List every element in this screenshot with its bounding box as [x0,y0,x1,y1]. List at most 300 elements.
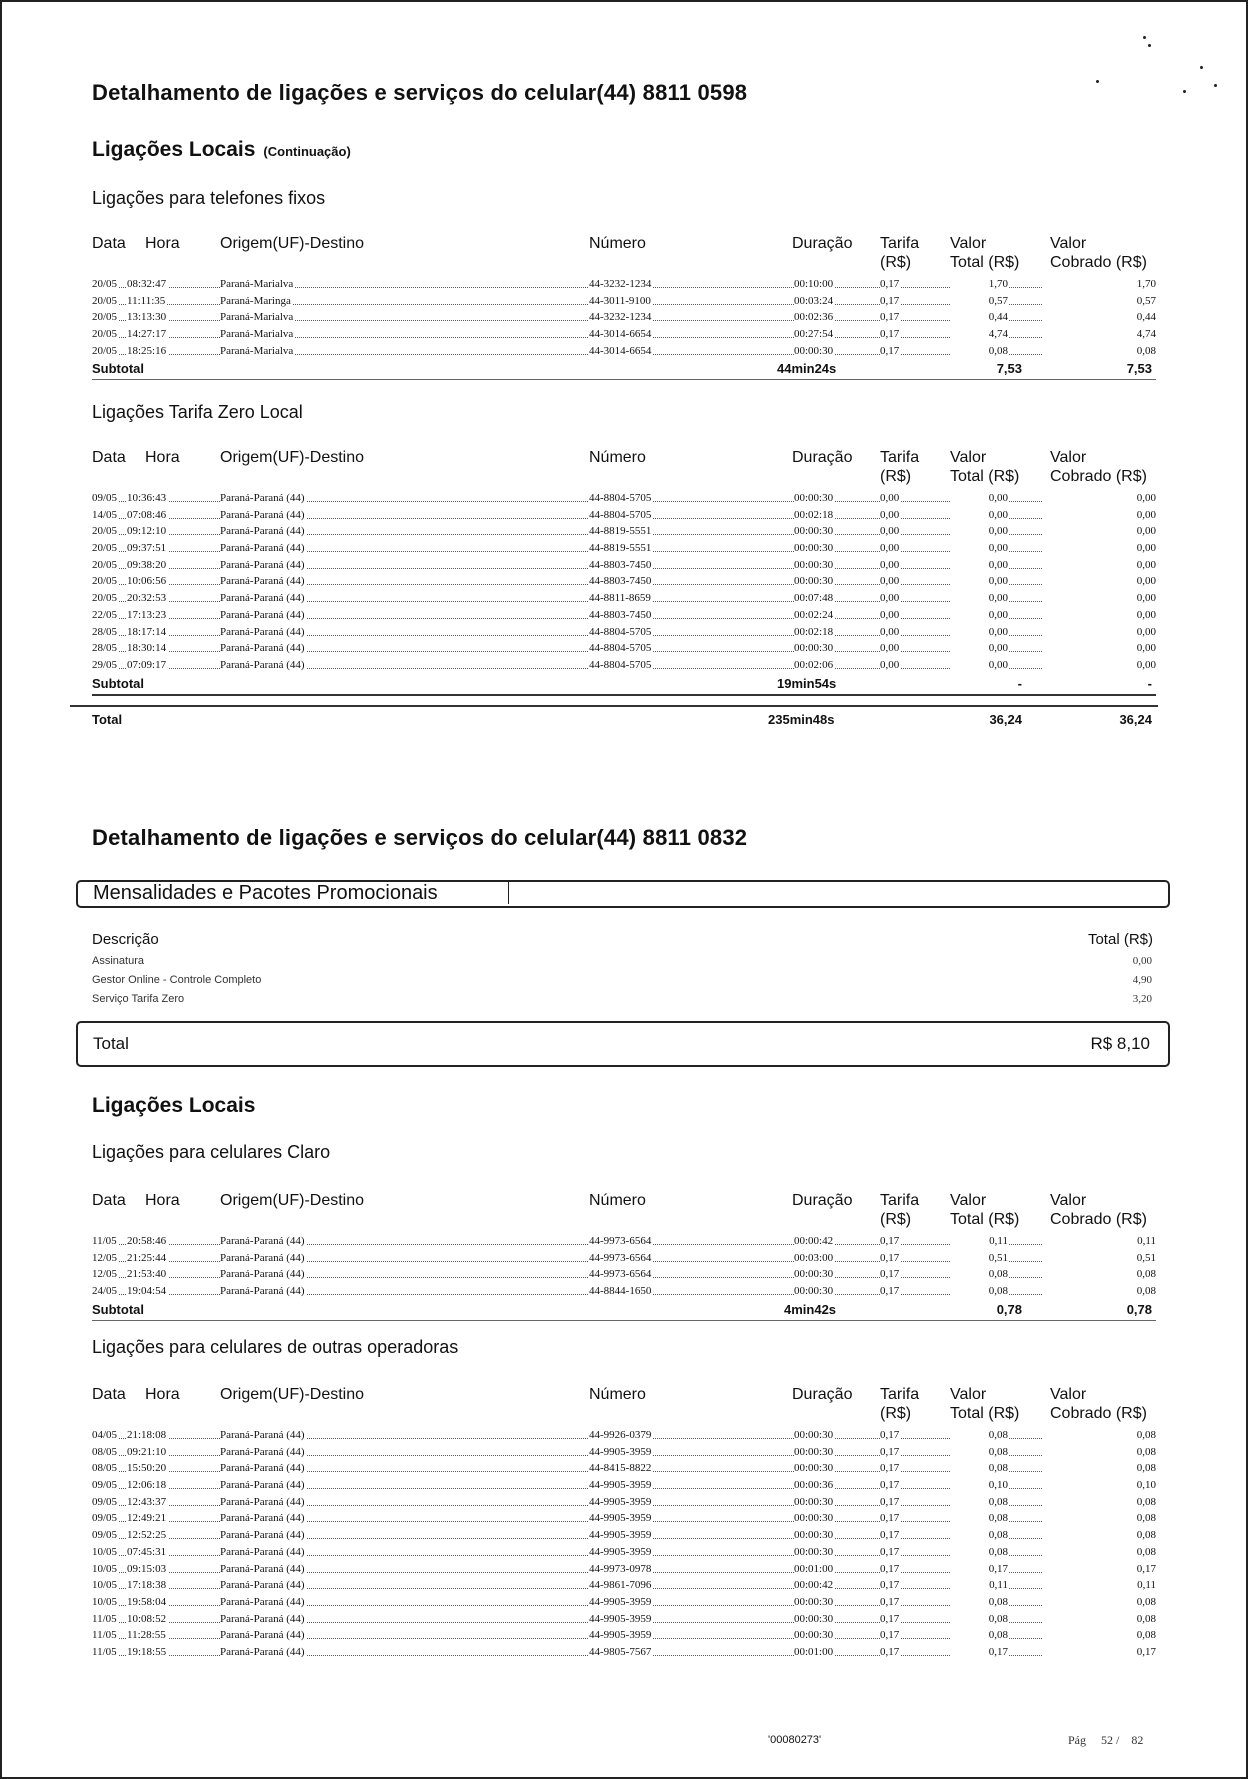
account-title-2: Detalhamento de ligações e serviços do celular(44) 8811 0832 [92,825,748,850]
cell-duracao: 00:00:36 [794,1479,834,1492]
mensalidades-header-box [76,880,1170,908]
cell-numero: 44-8811-8659 [589,592,651,605]
subtotal-label: Subtotal [92,1301,144,1317]
cell-valor-total: 0,57 [950,293,1008,309]
cell-hora: 12:43:37 [127,1495,167,1508]
cell-hora: 10:08:52 [127,1612,167,1625]
cell-tarifa: 0,17 [880,1235,900,1247]
cell-numero: 44-8803-7450 [589,558,652,571]
cell-numero: 44-9973-0978 [589,1562,652,1575]
footer-page [1068,1733,1143,1748]
cell-tarifa: 0,17 [880,1645,900,1658]
cell-origem: Paraná-Paraná (44) [220,642,305,655]
cell-origem: Paraná-Paraná (44) [220,1545,305,1558]
footer-page-label: Pág [1068,1733,1086,1747]
cell-valor-cobrado: 0,11 [1042,1233,1156,1249]
cell-valor-cobrado: 0,00 [1042,540,1156,556]
table-rows [92,1233,1156,1300]
cell-tarifa: 0,17 [880,1445,900,1458]
subtotal-valor-cobrado: - [1147,675,1152,691]
cell-tarifa: 0,17 [880,1462,900,1475]
cell-valor-cobrado: 0,11 [1042,1577,1156,1593]
cell-valor-total: 0,00 [950,507,1008,523]
table-row [92,573,1156,590]
cell-origem: Paraná-Paraná (44) [220,1579,305,1592]
cell-duracao: 00:02:36 [794,311,834,324]
cell-data: 08/05 [92,1445,118,1458]
cell-hora: 17:13:23 [127,608,167,621]
col-data: Data [92,1192,126,1209]
cell-valor-cobrado: 0,00 [1042,640,1156,656]
col-valor-cobrado [1050,448,1147,486]
table-row [92,326,1156,343]
cell-valor-total: 4,74 [950,326,1008,342]
cell-tarifa: 0,00 [880,558,900,571]
cell-duracao: 00:03:24 [794,294,834,307]
col-vtotal-l2: Total (R$) [950,468,1020,485]
cell-duracao: 00:00:30 [794,1429,834,1441]
cell-valor-total: 0,44 [950,309,1008,325]
cell-hora: 19:58:04 [127,1595,167,1608]
table-row [92,1527,1156,1544]
table-row [92,1444,1156,1461]
cell-duracao: 00:00:30 [794,558,834,571]
cell-hora: 12:49:21 [127,1512,167,1525]
cell-hora: 11:11:35 [127,294,166,307]
cell-numero: 44-8844-1650 [589,1285,652,1298]
cell-valor-cobrado: 0,00 [1042,523,1156,539]
mensalidade-item-name: Gestor Online - Controle Completo [92,974,262,986]
table-row [92,1510,1156,1527]
cell-tarifa: 0,17 [880,1479,900,1492]
cell-duracao: 00:27:54 [794,328,834,341]
subtotal-valor-total: - [1017,675,1022,691]
cell-hora: 20:58:46 [127,1235,167,1247]
cell-origem: Paraná-Marialva [220,311,294,324]
table-row [92,624,1156,641]
cell-valor-cobrado: 0,44 [1042,309,1156,325]
col-tarifa [880,1385,919,1423]
cell-valor-cobrado: 0,00 [1042,573,1156,589]
col-hora: Hora [145,235,180,252]
col-vcob-l1: Valor [1050,235,1087,252]
cell-origem: Paraná-Paraná (44) [220,1429,305,1441]
total-valor-cobrado: 36,24 [1119,712,1152,727]
col-duracao: Duração [792,1386,853,1403]
col-valor-total [950,1191,1019,1229]
cell-duracao: 00:00:30 [794,1529,834,1542]
cell-hora: 09:38:20 [127,558,167,571]
cell-valor-cobrado: 0,00 [1042,507,1156,523]
col-duracao: Duração [792,1192,853,1209]
col-valor-cobrado [1050,1191,1147,1229]
col-vtotal-l1: Valor [950,1386,987,1403]
cell-valor-cobrado: 0,00 [1042,607,1156,623]
cell-origem: Paraná-Paraná (44) [220,492,305,504]
cell-valor-cobrado: 0,17 [1042,1644,1156,1660]
cell-origem: Paraná-Paraná (44) [220,575,305,588]
col-vcob-l2: Cobrado (R$) [1050,1405,1147,1422]
account-title-1: Detalhamento de ligações e serviços do celular(44) 8811 0598 [92,80,748,105]
cell-tarifa: 0,17 [880,294,900,307]
subtotal-duracao: 4min42s [784,1301,837,1317]
cell-origem: Paraná-Marialva [220,328,294,341]
cell-origem: Paraná-Paraná (44) [220,1512,305,1525]
cell-hora: 20:32:53 [127,592,167,605]
cell-hora: 08:32:47 [127,278,167,290]
table-row [92,1494,1156,1511]
table-row [92,557,1156,574]
cell-numero: 44-9905-3959 [589,1595,652,1608]
table-header [92,1385,1156,1427]
cell-data: 09/05 [92,492,118,504]
cell-hora: 12:06:18 [127,1479,167,1492]
cell-hora: 09:15:03 [127,1562,167,1575]
cell-origem: Paraná-Paraná (44) [220,542,305,555]
cell-numero: 44-8415-8822 [589,1462,652,1475]
cell-duracao: 00:00:30 [794,1545,834,1558]
cell-hora: 21:53:40 [127,1268,167,1281]
cell-valor-cobrado: 0,51 [1042,1250,1156,1266]
table-claro [92,1191,1156,1321]
cell-data: 14/05 [92,508,118,521]
table-row [92,293,1156,310]
cell-tarifa: 0,00 [880,542,900,555]
cell-tarifa: 0,00 [880,592,900,605]
table-row [92,1561,1156,1578]
table-header [92,1191,1156,1233]
total-divider [70,705,1158,707]
col-numero: Número [589,449,646,466]
col-tarifa-l2: (R$) [880,468,912,485]
cell-tarifa: 0,00 [880,608,900,621]
cell-valor-total: 0,00 [950,573,1008,589]
cell-tarifa: 0,00 [880,642,900,655]
cell-origem: Paraná-Paraná (44) [220,608,305,621]
subsection-title-fixos: Ligações para telefones fixos [92,188,326,208]
cell-valor-cobrado: 0,08 [1042,1527,1156,1543]
cell-data: 10/05 [92,1562,118,1575]
subtotal-valor-cobrado: 0,78 [1126,1301,1152,1317]
cell-valor-cobrado: 1,70 [1042,276,1156,292]
cell-tarifa: 0,17 [880,1629,900,1642]
cell-duracao: 00:01:00 [794,1645,834,1658]
cell-data: 09/05 [92,1512,118,1525]
cell-valor-cobrado: 0,08 [1042,1627,1156,1643]
cell-duracao: 00:00:30 [794,1285,834,1298]
total-duracao: 235min48s [768,712,835,727]
col-tarifa-l2: (R$) [880,1405,912,1422]
continuation-note: (Continuação) [263,144,351,159]
table-rows [92,276,1156,359]
cell-data: 20/05 [92,344,118,357]
cell-valor-cobrado: 0,08 [1042,1427,1156,1443]
table-outras [92,1385,1156,1661]
cell-duracao: 00:00:30 [794,492,834,504]
table-row [92,1627,1156,1644]
col-duracao: Duração [792,449,853,466]
cell-tarifa: 0,00 [880,575,900,588]
cell-valor-cobrado: 0,17 [1042,1561,1156,1577]
cell-origem: Paraná-Paraná (44) [220,1235,305,1247]
cell-tarifa: 0,17 [880,1612,900,1625]
cell-valor-cobrado: 0,00 [1042,657,1156,673]
descricao-label: Descrição [92,931,159,948]
table-row [92,1477,1156,1494]
table-row [92,1594,1156,1611]
cell-numero: 44-8804-5705 [589,642,652,655]
cell-tarifa: 0,00 [880,508,900,521]
cell-origem: Paraná-Paraná (44) [220,1268,305,1281]
cell-valor-total: 0,11 [950,1577,1008,1593]
table-row [92,1283,1156,1300]
cell-data: 20/05 [92,294,118,307]
cell-tarifa: 0,17 [880,1512,900,1525]
col-origem: Origem(UF)-Destino [220,1386,365,1403]
cell-tarifa: 0,17 [880,1285,900,1298]
col-data: Data [92,449,126,466]
table-row [92,343,1156,360]
cell-valor-total: 0,00 [950,590,1008,606]
cell-numero: 44-9973-6564 [589,1251,652,1264]
cell-valor-cobrado: 4,74 [1042,326,1156,342]
col-valor-total [950,1385,1019,1423]
cell-data: 10/05 [92,1545,118,1558]
table-row [92,1427,1156,1444]
cell-numero: 44-8804-5705 [589,492,652,504]
cell-origem: Paraná-Paraná (44) [220,1629,305,1642]
table-row [92,490,1156,507]
cell-valor-total: 0,00 [950,540,1008,556]
table-header [92,234,1156,276]
cell-hora: 10:36:43 [127,492,167,504]
cell-tarifa: 0,17 [880,1545,900,1558]
cell-duracao: 00:02:18 [794,508,834,521]
cell-numero: 44-3011-9100 [589,294,651,307]
cell-tarifa: 0,17 [880,344,900,357]
cell-data: 11/05 [92,1629,117,1642]
cell-hora: 21:25:44 [127,1251,167,1264]
cell-numero: 44-9905-3959 [589,1612,652,1625]
subtotal-row [92,1300,1156,1321]
cell-valor-total: 0,08 [950,1444,1008,1460]
cell-valor-total: 0,08 [950,1594,1008,1610]
cell-origem: Paraná-Paraná (44) [220,1462,305,1475]
cell-numero: 44-8819-5551 [589,542,652,555]
section-title-locais [92,138,351,162]
cell-valor-total: 0,11 [950,1233,1008,1249]
table-rows [92,1427,1156,1661]
col-hora: Hora [145,449,180,466]
mensalidade-item-name: Assinatura [92,955,144,967]
cell-valor-total: 0,00 [950,557,1008,573]
cell-data: 29/05 [92,658,118,671]
cell-data: 28/05 [92,642,118,655]
cell-numero: 44-8804-5705 [589,625,652,638]
cell-origem: Paraná-Paraná (44) [220,1612,305,1625]
cell-numero: 44-8804-5705 [589,508,652,521]
subsection-title-claro: Ligações para celulares Claro [92,1142,331,1162]
cell-origem: Paraná-Paraná (44) [220,1251,305,1264]
cell-origem: Paraná-Marialva [220,344,294,357]
cell-origem: Paraná-Paraná (44) [220,1529,305,1542]
cell-numero: 44-9861-7096 [589,1579,652,1592]
cell-duracao: 00:10:00 [794,278,834,290]
col-hora: Hora [145,1192,180,1209]
table-row [92,309,1156,326]
cell-duracao: 00:07:48 [794,592,834,605]
cell-valor-total: 0,00 [950,657,1008,673]
cell-tarifa: 0,00 [880,625,900,638]
table-row [92,1233,1156,1250]
table-rows [92,490,1156,674]
col-data: Data [92,1386,126,1403]
mensalidade-item-value: 0,00 [1132,955,1152,967]
col-origem: Origem(UF)-Destino [220,449,365,466]
cell-hora: 13:13:30 [127,311,167,324]
cell-data: 11/05 [92,1645,117,1658]
footer-page-number: 52 / [1101,1733,1120,1747]
col-tarifa-l2: (R$) [880,254,912,271]
cell-valor-total: 0,08 [950,1427,1008,1443]
cell-valor-total: 1,70 [950,276,1008,292]
cell-duracao: 00:00:42 [794,1579,834,1592]
col-tarifa-l1: Tarifa [880,1192,920,1209]
cell-numero: 44-9973-6564 [589,1235,652,1247]
cell-tarifa: 0,17 [880,1562,900,1575]
col-tarifa [880,448,919,486]
section-title-locais-text: Ligações Locais [92,138,256,161]
cell-hora: 11:28:55 [127,1629,166,1642]
cell-valor-cobrado: 0,10 [1042,1477,1156,1493]
cell-origem: Paraná-Paraná (44) [220,508,305,521]
col-origem: Origem(UF)-Destino [220,1192,365,1209]
col-numero: Número [589,1192,646,1209]
cell-hora: 19:04:54 [127,1285,167,1298]
col-vcob-l1: Valor [1050,1386,1087,1403]
cell-origem: Paraná-Paraná (44) [220,1645,305,1658]
cell-valor-cobrado: 0,08 [1042,1594,1156,1610]
cell-data: 20/05 [92,592,118,605]
cell-tarifa: 0,17 [880,1529,900,1542]
col-vtotal-l2: Total (R$) [950,254,1020,271]
mensalidades-title: Mensalidades e Pacotes Promocionais [93,882,438,904]
col-vcob-l1: Valor [1050,449,1087,466]
cell-data: 20/05 [92,575,118,588]
cell-hora: 07:45:31 [127,1545,167,1558]
col-vtotal-l1: Valor [950,449,987,466]
cell-duracao: 00:00:42 [794,1235,834,1247]
mensalidades-total-value: R$ 8,10 [1090,1034,1150,1053]
cell-origem: Paraná-Paraná (44) [220,592,305,605]
total-valor-total: 36,24 [989,712,1022,727]
cell-duracao: 00:00:30 [794,1445,834,1458]
cell-tarifa: 0,17 [880,278,900,290]
cell-hora: 17:18:38 [127,1579,167,1592]
cell-data: 08/05 [92,1462,118,1475]
table-row [92,540,1156,557]
cell-duracao: 00:00:30 [794,1612,834,1625]
cell-data: 11/05 [92,1612,117,1625]
cell-data: 10/05 [92,1579,118,1592]
cell-data: 20/05 [92,328,118,341]
cell-data: 09/05 [92,1529,118,1542]
cell-hora: 09:37:51 [127,542,167,555]
subsection-title-tarifa-zero: Ligações Tarifa Zero Local [92,402,303,422]
cell-valor-cobrado: 0,08 [1042,343,1156,359]
col-valor-total [950,234,1019,272]
cell-data: 12/05 [92,1268,118,1281]
cell-hora: 18:17:14 [127,625,167,638]
subtotal-valor-total: 0,78 [996,1301,1022,1317]
cell-duracao: 00:02:18 [794,625,834,638]
cell-numero: 44-3232-1234 [589,278,652,290]
cell-hora: 18:30:14 [127,642,167,655]
subtotal-duracao: 19min54s [777,675,837,691]
col-vtotal-l1: Valor [950,235,987,252]
cell-hora: 21:18:08 [127,1429,167,1441]
subtotal-label: Subtotal [92,361,144,377]
cell-valor-total: 0,17 [950,1561,1008,1577]
subtotal-label: Subtotal [92,675,144,691]
cell-origem: Paraná-Paraná (44) [220,625,305,638]
cell-valor-total: 0,08 [950,1527,1008,1543]
col-valor-total [950,448,1019,486]
cell-hora: 15:50:20 [127,1462,167,1475]
cell-valor-cobrado: 0,08 [1042,1494,1156,1510]
cell-tarifa: 0,17 [880,1595,900,1608]
col-numero: Número [589,235,646,252]
mensalidade-item-value: 4,90 [1132,974,1152,986]
cell-origem: Paraná-Paraná (44) [220,1479,305,1492]
table-row [92,1577,1156,1594]
cell-origem: Paraná-Paraná (44) [220,1562,305,1575]
cell-duracao: 00:03:00 [794,1251,834,1264]
cell-numero: 44-9805-7567 [589,1645,652,1658]
cell-valor-cobrado: 0,08 [1042,1510,1156,1526]
cell-data: 20/05 [92,542,118,555]
table-row [92,1460,1156,1477]
col-tarifa [880,1191,919,1229]
cell-valor-total: 0,51 [950,1250,1008,1266]
col-tarifa-l1: Tarifa [880,449,920,466]
subtotal-valor-total: 7,53 [996,361,1022,377]
col-data: Data [92,235,126,252]
cell-data: 12/05 [92,1251,118,1264]
cell-valor-cobrado: 0,00 [1042,490,1156,506]
table-row [92,276,1156,293]
cell-valor-total: 0,08 [950,1611,1008,1627]
cell-hora: 07:08:46 [127,508,167,521]
cell-hora: 18:25:16 [127,344,167,357]
table-row [92,507,1156,524]
cell-numero: 44-9905-3959 [589,1512,652,1525]
col-duracao: Duração [792,235,853,252]
col-vtotal-l1: Valor [950,1192,987,1209]
cell-valor-total: 0,00 [950,640,1008,656]
cell-tarifa: 0,17 [880,1251,900,1264]
section-title-locais-2: Ligações Locais [92,1094,256,1117]
cell-tarifa: 0,17 [880,1495,900,1508]
table-fixos [92,234,1156,380]
cell-numero: 44-3014-6654 [589,328,652,341]
cell-numero: 44-9926-0379 [589,1429,652,1441]
cell-hora: 10:06:56 [127,575,167,588]
footer-code: '00080273' [768,1734,822,1746]
cell-origem: Paraná-Paraná (44) [220,1285,305,1298]
col-origem: Origem(UF)-Destino [220,235,365,252]
cell-numero: 44-9905-3959 [589,1445,652,1458]
